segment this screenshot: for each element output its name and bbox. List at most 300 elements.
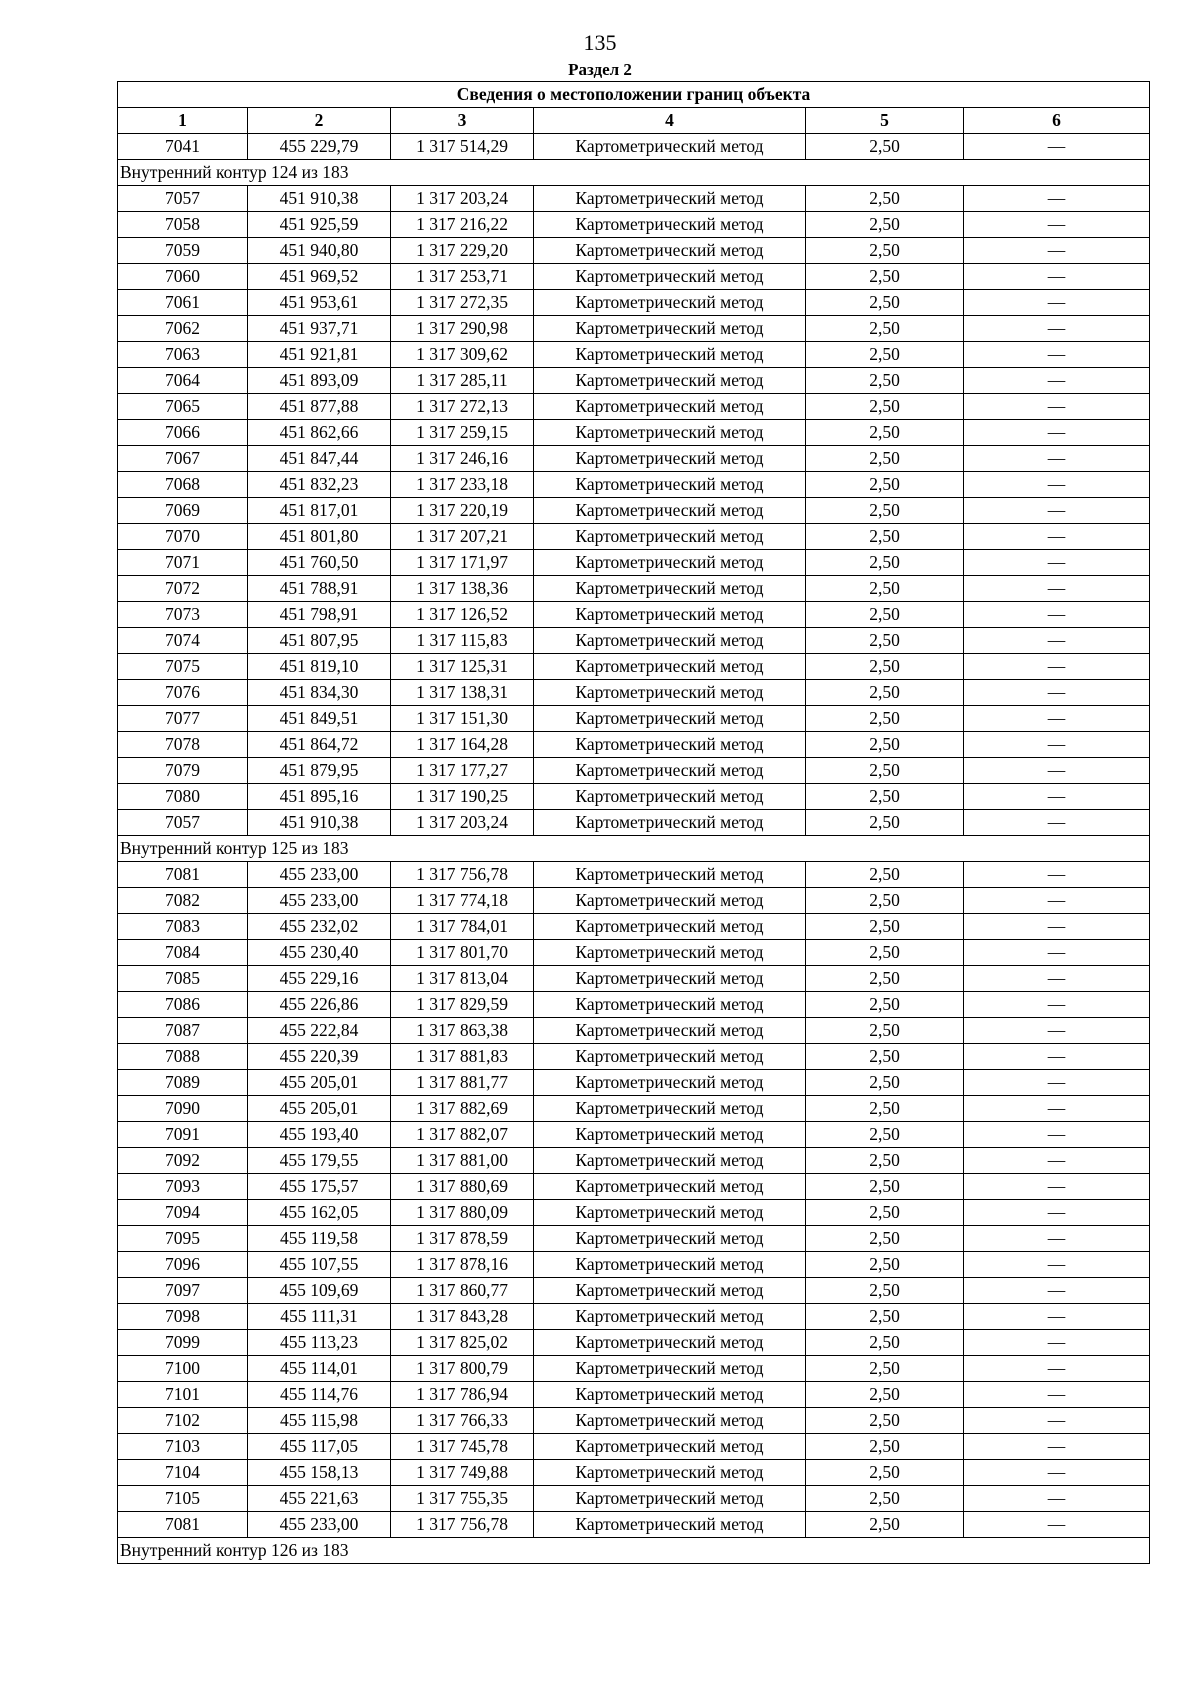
table-row	[118, 1174, 1150, 1200]
coordinate-y: 1 317 138,36	[391, 576, 534, 602]
coordinate-y: 1 317 207,21	[391, 524, 534, 550]
method: Картометрический метод	[534, 1304, 806, 1330]
coordinate-x: 455 222,84	[248, 1018, 391, 1044]
point-number: 7086	[118, 992, 248, 1018]
accuracy: 2,50	[806, 732, 964, 758]
coordinate-x: 455 115,98	[248, 1408, 391, 1434]
coordinate-x: 451 937,71	[248, 316, 391, 342]
description: —	[964, 940, 1150, 966]
point-number: 7087	[118, 1018, 248, 1044]
section-title: Раздел 2	[568, 60, 632, 79]
coordinate-x: 451 921,81	[248, 342, 391, 368]
table-row	[118, 966, 1150, 992]
method: Картометрический метод	[534, 316, 806, 342]
table-row	[118, 1304, 1150, 1330]
accuracy: 2,50	[806, 1148, 964, 1174]
table-row	[118, 342, 1150, 368]
method: Картометрический метод	[534, 1096, 806, 1122]
table-row	[118, 1200, 1150, 1226]
accuracy: 2,50	[806, 316, 964, 342]
point-number: 7102	[118, 1408, 248, 1434]
table-caption: Сведения о местоположении границ объекта	[118, 82, 1150, 108]
description: —	[964, 1200, 1150, 1226]
method: Картометрический метод	[534, 1382, 806, 1408]
method: Картометрический метод	[534, 394, 806, 420]
accuracy: 2,50	[806, 550, 964, 576]
description: —	[964, 1070, 1150, 1096]
coordinate-x: 451 910,38	[248, 186, 391, 212]
table-row	[118, 576, 1150, 602]
point-number: 7091	[118, 1122, 248, 1148]
point-number: 7070	[118, 524, 248, 550]
contour-label: Внутренний контур 124 из 183	[118, 160, 1150, 186]
point-number: 7098	[118, 1304, 248, 1330]
description: —	[964, 1174, 1150, 1200]
coordinate-y: 1 317 749,88	[391, 1460, 534, 1486]
table-row	[118, 628, 1150, 654]
method: Картометрический метод	[534, 680, 806, 706]
method: Картометрический метод	[534, 1278, 806, 1304]
point-number: 7082	[118, 888, 248, 914]
table-row	[118, 1148, 1150, 1174]
method: Картометрический метод	[534, 472, 806, 498]
coordinate-x: 455 162,05	[248, 1200, 391, 1226]
coordinate-x: 455 205,01	[248, 1096, 391, 1122]
accuracy: 2,50	[806, 602, 964, 628]
description: —	[964, 316, 1150, 342]
table-row	[118, 680, 1150, 706]
table-row	[118, 550, 1150, 576]
coordinate-y: 1 317 115,83	[391, 628, 534, 654]
description: —	[964, 1382, 1150, 1408]
table-row	[118, 1278, 1150, 1304]
point-number: 7065	[118, 394, 248, 420]
coordinate-x: 455 193,40	[248, 1122, 391, 1148]
coordinate-x: 451 847,44	[248, 446, 391, 472]
accuracy: 2,50	[806, 498, 964, 524]
description: —	[964, 498, 1150, 524]
point-number: 7069	[118, 498, 248, 524]
coordinate-y: 1 317 878,59	[391, 1226, 534, 1252]
coordinate-y: 1 317 259,15	[391, 420, 534, 446]
description: —	[964, 1408, 1150, 1434]
method: Картометрический метод	[534, 1226, 806, 1252]
method: Картометрический метод	[534, 810, 806, 836]
method: Картометрический метод	[534, 1018, 806, 1044]
table-body	[118, 134, 1150, 1564]
point-number: 7079	[118, 758, 248, 784]
coordinate-x: 451 953,61	[248, 290, 391, 316]
coordinate-y: 1 317 125,31	[391, 654, 534, 680]
method: Картометрический метод	[534, 264, 806, 290]
method: Картометрический метод	[534, 628, 806, 654]
coordinate-x: 451 807,95	[248, 628, 391, 654]
table-row	[118, 524, 1150, 550]
description: —	[964, 1018, 1150, 1044]
coordinate-x: 451 817,01	[248, 498, 391, 524]
coordinate-y: 1 317 786,94	[391, 1382, 534, 1408]
point-number: 7094	[118, 1200, 248, 1226]
table-row	[118, 784, 1150, 810]
description: —	[964, 1096, 1150, 1122]
method: Картометрический метод	[534, 1460, 806, 1486]
table-row	[118, 420, 1150, 446]
accuracy: 2,50	[806, 966, 964, 992]
coordinate-y: 1 317 272,35	[391, 290, 534, 316]
table-row	[118, 654, 1150, 680]
coordinate-y: 1 317 774,18	[391, 888, 534, 914]
accuracy: 2,50	[806, 420, 964, 446]
coordinate-x: 455 111,31	[248, 1304, 391, 1330]
accuracy: 2,50	[806, 1460, 964, 1486]
table-row	[118, 810, 1150, 836]
coordinate-x: 455 107,55	[248, 1252, 391, 1278]
point-number: 7093	[118, 1174, 248, 1200]
point-number: 7104	[118, 1460, 248, 1486]
accuracy: 2,50	[806, 1044, 964, 1070]
point-number: 7083	[118, 914, 248, 940]
accuracy: 2,50	[806, 992, 964, 1018]
table-row	[118, 1018, 1150, 1044]
coordinate-y: 1 317 878,16	[391, 1252, 534, 1278]
method: Картометрический метод	[534, 758, 806, 784]
description: —	[964, 186, 1150, 212]
description: —	[964, 1356, 1150, 1382]
coordinate-y: 1 317 843,28	[391, 1304, 534, 1330]
accuracy: 2,50	[806, 628, 964, 654]
coordinate-y: 1 317 216,22	[391, 212, 534, 238]
accuracy: 2,50	[806, 1330, 964, 1356]
accuracy: 2,50	[806, 1200, 964, 1226]
coordinate-y: 1 317 246,16	[391, 446, 534, 472]
point-number: 7061	[118, 290, 248, 316]
method: Картометрический метод	[534, 524, 806, 550]
point-number: 7100	[118, 1356, 248, 1382]
method: Картометрический метод	[534, 1044, 806, 1070]
method: Картометрический метод	[534, 706, 806, 732]
table-row	[118, 758, 1150, 784]
accuracy: 2,50	[806, 524, 964, 550]
description: —	[964, 134, 1150, 160]
accuracy: 2,50	[806, 1018, 964, 1044]
coordinate-x: 455 109,69	[248, 1278, 391, 1304]
table-row	[118, 472, 1150, 498]
coordinate-y: 1 317 151,30	[391, 706, 534, 732]
description: —	[964, 758, 1150, 784]
point-number: 7075	[118, 654, 248, 680]
coordinate-y: 1 317 285,11	[391, 368, 534, 394]
method: Картометрический метод	[534, 290, 806, 316]
contour-label: Внутренний контур 126 из 183	[118, 1538, 1150, 1564]
accuracy: 2,50	[806, 290, 964, 316]
table-row	[118, 1356, 1150, 1382]
method: Картометрический метод	[534, 368, 806, 394]
accuracy: 2,50	[806, 368, 964, 394]
description: —	[964, 706, 1150, 732]
method: Картометрический метод	[534, 654, 806, 680]
description: —	[964, 1434, 1150, 1460]
accuracy: 2,50	[806, 1122, 964, 1148]
accuracy: 2,50	[806, 706, 964, 732]
accuracy: 2,50	[806, 576, 964, 602]
coordinate-x: 455 113,23	[248, 1330, 391, 1356]
coordinate-y: 1 317 290,98	[391, 316, 534, 342]
point-number: 7057	[118, 186, 248, 212]
coordinate-x: 455 114,76	[248, 1382, 391, 1408]
point-number: 7062	[118, 316, 248, 342]
description: —	[964, 1512, 1150, 1538]
table-row	[118, 732, 1150, 758]
coordinate-y: 1 317 880,09	[391, 1200, 534, 1226]
point-number: 7076	[118, 680, 248, 706]
accuracy: 2,50	[806, 472, 964, 498]
accuracy: 2,50	[806, 758, 964, 784]
coordinate-y: 1 317 229,20	[391, 238, 534, 264]
description: —	[964, 1226, 1150, 1252]
table-row	[118, 1330, 1150, 1356]
point-number: 7059	[118, 238, 248, 264]
coordinate-y: 1 317 813,04	[391, 966, 534, 992]
accuracy: 2,50	[806, 1356, 964, 1382]
table-row	[118, 238, 1150, 264]
accuracy: 2,50	[806, 394, 964, 420]
accuracy: 2,50	[806, 238, 964, 264]
coordinate-y: 1 317 309,62	[391, 342, 534, 368]
description: —	[964, 524, 1150, 550]
point-number: 7085	[118, 966, 248, 992]
coordinate-x: 455 114,01	[248, 1356, 391, 1382]
boundary-table	[117, 81, 1150, 1564]
method: Картометрический метод	[534, 1330, 806, 1356]
point-number: 7090	[118, 1096, 248, 1122]
table-row	[118, 992, 1150, 1018]
coordinate-y: 1 317 138,31	[391, 680, 534, 706]
description: —	[964, 628, 1150, 654]
method: Картометрический метод	[534, 602, 806, 628]
table-row	[118, 862, 1150, 888]
method: Картометрический метод	[534, 888, 806, 914]
method: Картометрический метод	[534, 498, 806, 524]
description: —	[964, 784, 1150, 810]
table-row	[118, 1408, 1150, 1434]
coordinate-x: 451 864,72	[248, 732, 391, 758]
coordinate-x: 451 879,95	[248, 758, 391, 784]
page-number: 135	[583, 30, 617, 55]
accuracy: 2,50	[806, 888, 964, 914]
coordinate-y: 1 317 882,69	[391, 1096, 534, 1122]
accuracy: 2,50	[806, 862, 964, 888]
accuracy: 2,50	[806, 1304, 964, 1330]
coordinate-x: 455 179,55	[248, 1148, 391, 1174]
table-row	[118, 134, 1150, 160]
table-row	[118, 394, 1150, 420]
accuracy: 2,50	[806, 784, 964, 810]
description: —	[964, 992, 1150, 1018]
coordinate-y: 1 317 756,78	[391, 1512, 534, 1538]
table-row	[118, 706, 1150, 732]
table-row	[118, 940, 1150, 966]
coordinate-x: 455 229,79	[248, 134, 391, 160]
description: —	[964, 888, 1150, 914]
method: Картометрический метод	[534, 992, 806, 1018]
coordinate-x: 455 232,02	[248, 914, 391, 940]
description: —	[964, 810, 1150, 836]
description: —	[964, 472, 1150, 498]
coordinate-y: 1 317 203,24	[391, 810, 534, 836]
coordinate-y: 1 317 881,77	[391, 1070, 534, 1096]
column-number: 2	[248, 108, 391, 134]
coordinate-y: 1 317 755,35	[391, 1486, 534, 1512]
accuracy: 2,50	[806, 1512, 964, 1538]
coordinate-y: 1 317 784,01	[391, 914, 534, 940]
point-number: 7099	[118, 1330, 248, 1356]
coordinate-y: 1 317 190,25	[391, 784, 534, 810]
accuracy: 2,50	[806, 264, 964, 290]
accuracy: 2,50	[806, 212, 964, 238]
coordinate-x: 455 233,00	[248, 888, 391, 914]
table-row	[118, 888, 1150, 914]
table-row	[118, 602, 1150, 628]
description: —	[964, 914, 1150, 940]
coordinate-x: 451 940,80	[248, 238, 391, 264]
coordinate-y: 1 317 514,29	[391, 134, 534, 160]
coordinate-y: 1 317 164,28	[391, 732, 534, 758]
point-number: 7080	[118, 784, 248, 810]
coordinate-y: 1 317 126,52	[391, 602, 534, 628]
point-number: 7041	[118, 134, 248, 160]
coordinate-y: 1 317 220,19	[391, 498, 534, 524]
coordinate-y: 1 317 800,79	[391, 1356, 534, 1382]
table-row	[118, 914, 1150, 940]
coordinate-y: 1 317 203,24	[391, 186, 534, 212]
table-row	[118, 368, 1150, 394]
method: Картометрический метод	[534, 186, 806, 212]
column-number-row	[118, 108, 1150, 134]
method: Картометрический метод	[534, 1486, 806, 1512]
point-number: 7095	[118, 1226, 248, 1252]
accuracy: 2,50	[806, 1408, 964, 1434]
table-row	[118, 1252, 1150, 1278]
coordinate-x: 451 819,10	[248, 654, 391, 680]
table-row	[118, 1382, 1150, 1408]
table-row	[118, 1122, 1150, 1148]
accuracy: 2,50	[806, 1226, 964, 1252]
coordinate-x: 451 788,91	[248, 576, 391, 602]
point-number: 7072	[118, 576, 248, 602]
column-number: 6	[964, 108, 1150, 134]
column-number: 4	[534, 108, 806, 134]
description: —	[964, 1460, 1150, 1486]
point-number: 7101	[118, 1382, 248, 1408]
accuracy: 2,50	[806, 1486, 964, 1512]
table-row	[118, 1434, 1150, 1460]
accuracy: 2,50	[806, 1070, 964, 1096]
coordinate-y: 1 317 233,18	[391, 472, 534, 498]
coordinate-x: 451 893,09	[248, 368, 391, 394]
coordinate-y: 1 317 756,78	[391, 862, 534, 888]
table-row	[118, 1044, 1150, 1070]
method: Картометрический метод	[534, 420, 806, 446]
description: —	[964, 264, 1150, 290]
accuracy: 2,50	[806, 1252, 964, 1278]
point-number: 7074	[118, 628, 248, 654]
point-number: 7060	[118, 264, 248, 290]
point-number: 7073	[118, 602, 248, 628]
description: —	[964, 654, 1150, 680]
point-number: 7057	[118, 810, 248, 836]
method: Картометрический метод	[534, 238, 806, 264]
method: Картометрический метод	[534, 134, 806, 160]
point-number: 7105	[118, 1486, 248, 1512]
description: —	[964, 420, 1150, 446]
accuracy: 2,50	[806, 914, 964, 940]
method: Картометрический метод	[534, 1070, 806, 1096]
table-caption-row	[118, 82, 1150, 108]
point-number: 7063	[118, 342, 248, 368]
description: —	[964, 680, 1150, 706]
table-row	[118, 1486, 1150, 1512]
coordinate-y: 1 317 745,78	[391, 1434, 534, 1460]
method: Картометрический метод	[534, 576, 806, 602]
coordinate-y: 1 317 860,77	[391, 1278, 534, 1304]
method: Картометрический метод	[534, 940, 806, 966]
table-row	[118, 186, 1150, 212]
accuracy: 2,50	[806, 940, 964, 966]
accuracy: 2,50	[806, 1174, 964, 1200]
coordinate-y: 1 317 801,70	[391, 940, 534, 966]
method: Картометрический метод	[534, 1512, 806, 1538]
description: —	[964, 1278, 1150, 1304]
description: —	[964, 368, 1150, 394]
description: —	[964, 394, 1150, 420]
coordinate-x: 455 205,01	[248, 1070, 391, 1096]
coordinate-y: 1 317 171,97	[391, 550, 534, 576]
point-number: 7089	[118, 1070, 248, 1096]
coordinate-y: 1 317 766,33	[391, 1408, 534, 1434]
description: —	[964, 1486, 1150, 1512]
coordinate-x: 455 233,00	[248, 1512, 391, 1538]
description: —	[964, 732, 1150, 758]
coordinate-y: 1 317 272,13	[391, 394, 534, 420]
table-row	[118, 316, 1150, 342]
column-number: 3	[391, 108, 534, 134]
coordinate-y: 1 317 177,27	[391, 758, 534, 784]
coordinate-x: 455 175,57	[248, 1174, 391, 1200]
method: Картометрический метод	[534, 732, 806, 758]
coordinate-y: 1 317 882,07	[391, 1122, 534, 1148]
description: —	[964, 290, 1150, 316]
table-row	[118, 1070, 1150, 1096]
method: Картометрический метод	[534, 784, 806, 810]
accuracy: 2,50	[806, 1382, 964, 1408]
description: —	[964, 550, 1150, 576]
coordinate-x: 451 925,59	[248, 212, 391, 238]
point-number: 7088	[118, 1044, 248, 1070]
point-number: 7078	[118, 732, 248, 758]
description: —	[964, 238, 1150, 264]
contour-header-row	[118, 1538, 1150, 1564]
coordinate-x: 451 910,38	[248, 810, 391, 836]
point-number: 7097	[118, 1278, 248, 1304]
coordinate-y: 1 317 881,00	[391, 1148, 534, 1174]
accuracy: 2,50	[806, 1096, 964, 1122]
method: Картометрический метод	[534, 1148, 806, 1174]
point-number: 7084	[118, 940, 248, 966]
coordinate-y: 1 317 881,83	[391, 1044, 534, 1070]
method: Картометрический метод	[534, 862, 806, 888]
table-row	[118, 1226, 1150, 1252]
point-number: 7068	[118, 472, 248, 498]
